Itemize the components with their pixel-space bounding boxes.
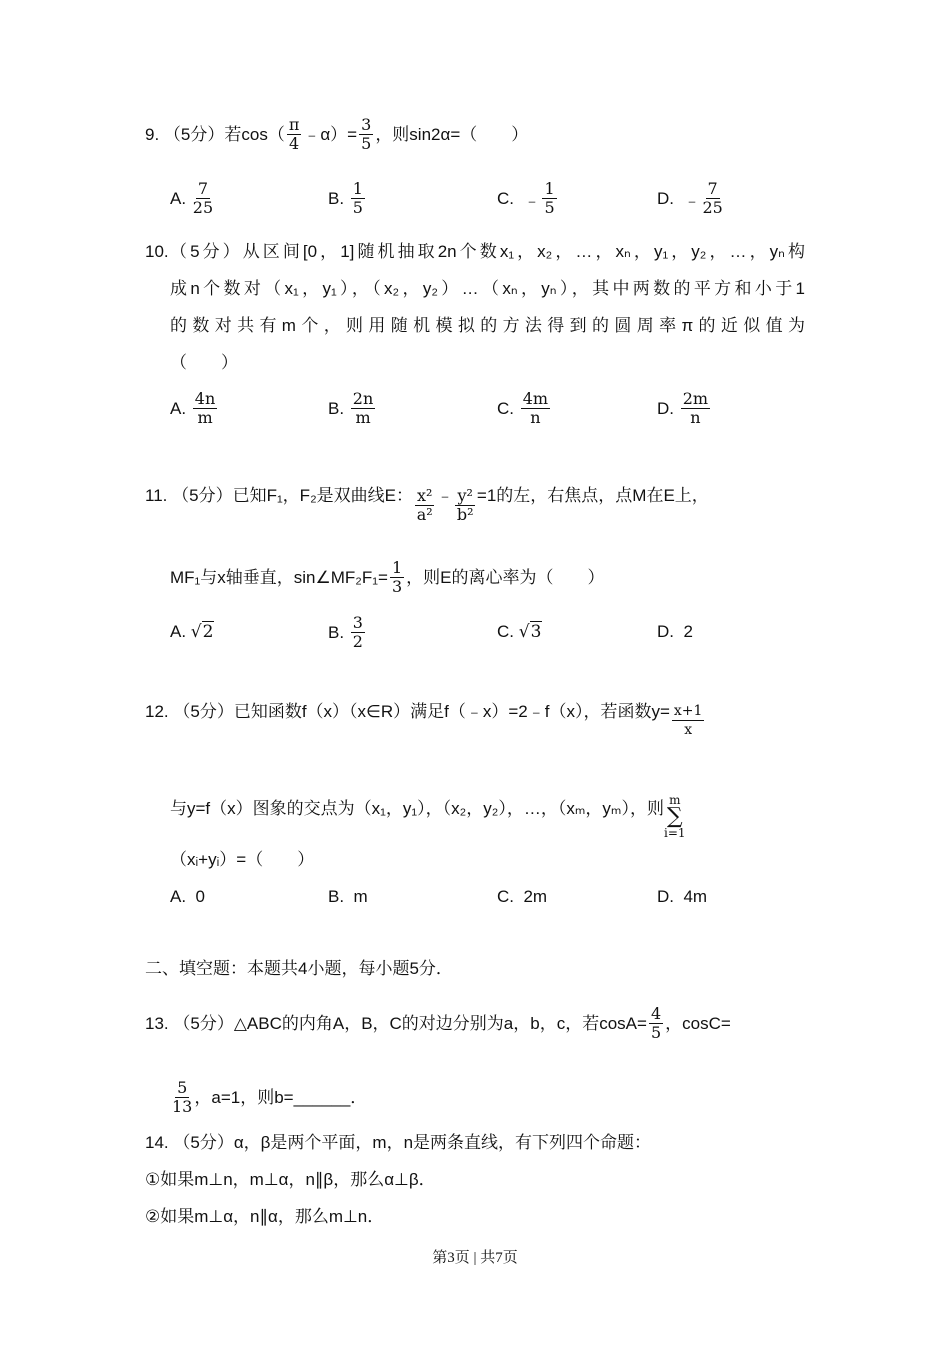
option-b xyxy=(328,614,367,651)
question-text: （5分）α，β是两个平面，m，n是两条直线，有下列四个命题： xyxy=(173,1133,652,1152)
question-11 xyxy=(145,467,709,524)
denominator: 3 xyxy=(391,577,403,596)
question-text: ﹣α）= xyxy=(303,124,358,144)
sigma-icon: ∑ xyxy=(666,804,683,829)
option-c xyxy=(497,180,559,217)
denominator: 5 xyxy=(544,198,555,217)
question-text: MF₁与x轴垂直，sin∠MF₂F₁= xyxy=(170,567,388,587)
numerator: 3 xyxy=(352,613,363,632)
denominator: 5 xyxy=(352,198,363,217)
question-number: 13. xyxy=(145,1013,169,1033)
option-value: m xyxy=(353,887,368,906)
sum-upper: m xyxy=(669,793,681,807)
option-label: D. xyxy=(657,398,674,418)
option-label: B. xyxy=(328,188,345,208)
option-label: A. xyxy=(170,622,187,641)
radicand: 3 xyxy=(530,622,542,642)
denominator: 2 xyxy=(352,632,363,651)
question-text: （5分）从区间[0，1]随机抽取2n个数x₁，x₂，…，xₙ，y₁，y₂，…，yₙ构 xyxy=(170,242,805,261)
sum-lower: i=1 xyxy=(664,826,686,840)
question-number: 10. xyxy=(145,242,169,261)
question-number: 14. xyxy=(145,1133,169,1152)
fraction xyxy=(351,180,365,217)
numerator: y² xyxy=(457,486,473,505)
minus-sign: ﹣ xyxy=(683,191,701,210)
denominator: n xyxy=(530,408,541,427)
question-13 xyxy=(145,1005,731,1042)
fraction xyxy=(542,180,556,217)
answer-bracket: （ ） xyxy=(170,353,238,372)
option-label: A. xyxy=(170,188,187,208)
option-label: D. xyxy=(657,188,674,208)
option-value: 2m xyxy=(523,887,548,906)
question-text: （5分）已知F₁，F₂是双曲线E： xyxy=(172,485,414,505)
numerator: 4 xyxy=(650,1004,662,1023)
fraction xyxy=(649,1005,663,1042)
question-10-number xyxy=(145,241,169,263)
numerator: 3 xyxy=(361,115,372,134)
numerator: 4m xyxy=(522,389,549,408)
sqrt-icon: √3 xyxy=(518,622,542,642)
fraction xyxy=(455,487,474,524)
question-text: （xᵢ+yᵢ）=（ ） xyxy=(170,850,315,869)
option-label: B. xyxy=(328,398,345,418)
section-heading: 二、填空题：本题共4小题，每小题5分． xyxy=(145,959,453,978)
numerator: 2m xyxy=(682,389,709,408)
option-d xyxy=(657,390,712,427)
fraction xyxy=(172,1079,192,1116)
denominator: 13 xyxy=(172,1097,193,1116)
option-label: C. xyxy=(497,398,514,418)
denominator: n xyxy=(690,408,701,427)
numerator: 4n xyxy=(194,389,216,408)
question-12-line-2 xyxy=(170,778,686,840)
denominator: a² xyxy=(416,505,433,524)
question-text: ，则sin2α=（ ） xyxy=(375,124,529,144)
option-label: A. xyxy=(170,887,187,906)
question-number: 11. xyxy=(145,485,168,505)
minus-sign: ﹣ xyxy=(523,191,541,210)
fraction xyxy=(681,390,710,427)
fraction xyxy=(351,390,375,427)
denominator: x xyxy=(684,722,693,738)
fraction xyxy=(287,116,302,153)
option-d xyxy=(657,180,725,217)
option-value: 2 xyxy=(683,622,693,641)
numerator: 2n xyxy=(352,389,374,408)
option-a xyxy=(170,622,214,642)
sqrt-icon: √2 xyxy=(190,622,214,642)
denominator: 4 xyxy=(289,134,300,153)
question-text: ，cosC= xyxy=(665,1013,731,1033)
numerator: x² xyxy=(417,486,433,505)
question-text: （5分）△ABC的内角A，B，C的对边分别为a，b，c，若cosA= xyxy=(173,1013,647,1033)
minus-sign: ﹣ xyxy=(436,485,454,505)
question-text: ，a=1，则b=______． xyxy=(194,1087,368,1107)
option-c xyxy=(497,622,542,642)
denominator: b² xyxy=(456,505,474,524)
option-c xyxy=(497,887,547,907)
question-text: 成n个数对（x₁，y₁），（x₂，y₂）…（xₙ，yₙ），其中两数的平方和小于1 xyxy=(170,279,805,298)
question-text: 与y=f（x）图象的交点为（x₁，y₁），（x₂，y₂），…，（xₘ，yₘ），则 xyxy=(170,799,665,818)
denominator: 5 xyxy=(650,1023,662,1042)
page-footer: 第3页 | 共7页 xyxy=(432,1250,518,1266)
option-value: 4m xyxy=(683,887,708,906)
denominator: 5 xyxy=(361,134,372,153)
option-label: B. xyxy=(328,887,345,906)
fraction xyxy=(193,390,217,427)
question-text: （5分）若cos（ xyxy=(163,124,285,144)
option-c xyxy=(497,390,552,427)
numerator: 1 xyxy=(352,179,363,198)
numerator: 1 xyxy=(391,558,403,577)
fraction xyxy=(359,116,373,153)
option-b xyxy=(328,887,368,907)
numerator: 1 xyxy=(544,179,555,198)
question-13-line-2 xyxy=(170,1079,367,1116)
denominator: 25 xyxy=(192,198,214,217)
question-number: 9. xyxy=(145,124,160,144)
numerator: 7 xyxy=(197,179,209,198)
fraction xyxy=(351,614,365,651)
numerator: x+1 xyxy=(673,703,703,719)
option-value: 0 xyxy=(195,887,205,906)
question-12 xyxy=(145,684,706,739)
option-d xyxy=(657,622,693,642)
question-14 xyxy=(145,1132,651,1154)
option-a xyxy=(170,390,219,427)
option-a xyxy=(170,180,215,217)
option-label: A. xyxy=(170,398,187,418)
option-b xyxy=(328,180,367,217)
fraction xyxy=(415,487,434,524)
numerator: 5 xyxy=(177,1078,188,1097)
option-label: C. xyxy=(497,622,514,641)
radicand: 2 xyxy=(202,622,214,642)
option-a xyxy=(170,887,205,907)
question-text: 的数对共有m个，则用随机模拟的方法得到的圆周率π的近似值为 xyxy=(170,316,805,335)
question-number: 12. xyxy=(145,701,169,721)
option-label: B. xyxy=(328,622,345,642)
fraction xyxy=(193,180,213,217)
question-text: =1的左，右焦点，点M在E上， xyxy=(476,485,709,505)
question-text: （5分）已知函数f（x）（x∈R）满足f（﹣x）=2﹣f（x），若函数y= xyxy=(173,701,670,721)
proposition-2: ②如果m⊥α，n∥α，那么m⊥n． xyxy=(145,1207,385,1226)
proposition-1: ①如果m⊥n，m⊥α，n∥β，那么α⊥β． xyxy=(145,1170,436,1189)
option-b xyxy=(328,390,377,427)
fraction xyxy=(672,702,705,739)
denominator: m xyxy=(355,408,371,427)
option-label: C. xyxy=(497,887,514,906)
summation xyxy=(664,794,686,840)
option-d xyxy=(657,887,707,907)
denominator: m xyxy=(197,408,213,427)
numerator: 7 xyxy=(707,179,718,198)
fraction xyxy=(390,559,404,596)
fraction xyxy=(702,180,722,217)
option-label: D. xyxy=(657,622,674,641)
denominator: 25 xyxy=(702,198,723,217)
question-text: ，则E的离心率为（ ） xyxy=(406,567,605,587)
question-9 xyxy=(145,116,528,153)
option-label: C. xyxy=(497,188,514,208)
numerator: π xyxy=(288,115,300,134)
option-label: D. xyxy=(657,887,674,906)
fraction xyxy=(521,390,550,427)
question-11-line-2 xyxy=(170,559,604,596)
